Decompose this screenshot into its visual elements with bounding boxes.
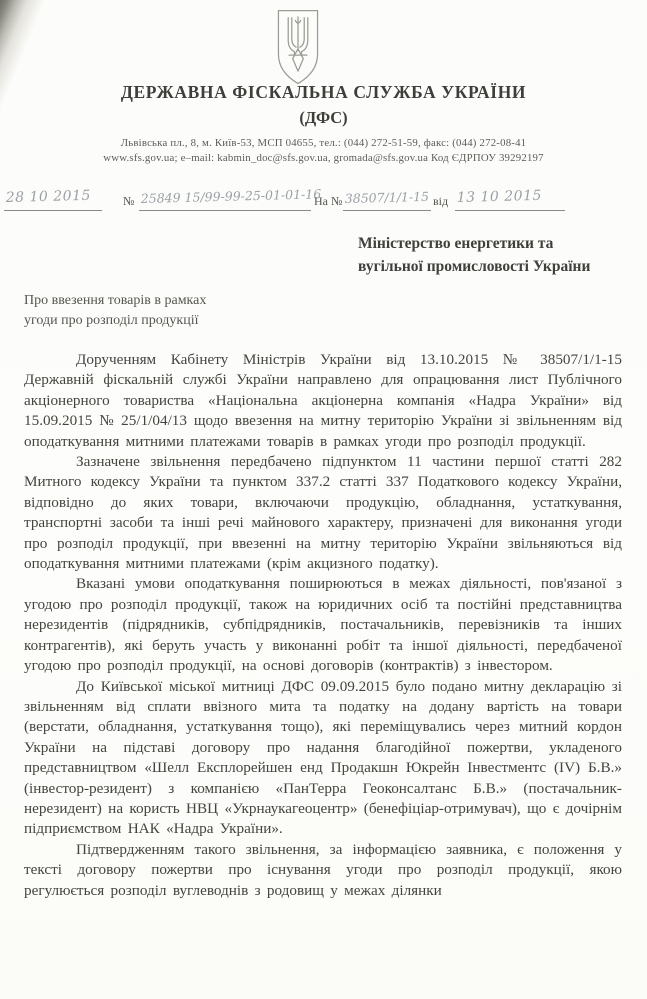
handwritten-outgoing-date: 28 10 2015	[5, 187, 92, 206]
reply-date-blank	[455, 187, 565, 211]
recipient-block	[358, 232, 628, 278]
ukraine-trident-icon	[270, 8, 326, 88]
recipient-line-1: Міністерство енергетики та	[358, 235, 554, 252]
reply-date-label: від	[433, 194, 449, 208]
handwritten-reply-number: 38507/1/1-15	[344, 188, 430, 206]
organization-abbreviation: (ДФС)	[299, 108, 348, 127]
reply-number-label: На №	[314, 194, 343, 208]
handwritten-outgoing-number: 25849 15/99-99-25-01-01-16	[140, 186, 322, 206]
address-line-2: www.sfs.gov.ua; e–mail: kabmin_doc@sfs.gov.ua, gromada@sfs.gov.ua Код ЄДРПОУ 39292197	[103, 152, 544, 164]
subject-line-1: Про ввезення товарів в рамках	[24, 293, 207, 308]
address-line-1: Львівська пл., 8, м. Київ-53, МСП 04655, тел.: (044) 272-51-59, факс: (044) 272-08-41	[120, 137, 527, 149]
outgoing-date-blank	[4, 187, 102, 211]
organization-name: ДЕРЖАВНА ФІСКАЛЬНА СЛУЖБА УКРАЇНИ	[120, 82, 527, 102]
reference-line	[0, 188, 647, 214]
body-paragraph: Підтвердженням такого звільнення, за інформацією заявника, є положення у тексті договору пожертви про існування угоди про розподіл продукції, якою регулюється розподіл вуглеводнів з родовищ у межах ділянки	[24, 840, 622, 899]
outgoing-number-blank	[139, 186, 322, 211]
reply-number-blank	[343, 190, 431, 211]
body-paragraph: До Київської міської митниці ДФС 09.09.2015 було подано митну декларацію зі звільненням від сплати ввізного мита та податку на додану вартість на товари (верстати, обладнання, устаткування тощо), які переміщувались через митний кордон України на підставі договору про надання благодійної пожертви, укладеного представництвом «Шелл Експлорейшен енд Продакшн Юкрейн Інвестментс (IV) Б.В.» (інвестор-резидент) з компанією «ПанТерра Геоконсалтанс Б.В.» (постачальник-нерезидент) на користь НВЦ «Укрнаукагеоцентр» (бенефіціар-отримувач), що є дочірнім підприємством НАК «Надра України».	[24, 677, 622, 838]
body-paragraph: Зазначене звільнення передбачено підпунктом 11 частини першої статті 282 Митного кодексу України та пунктом 337.2 статті 337 Податкового кодексу України, відповідно до яких товари, включаючи продукцію, обладнання, устаткування, транспортні засоби та інші речі майнового характеру, призначені для виконання угоди про розподіл продукції, при ввезенні на митну територію України звільняються від оподаткування митними платежами (крім акцизного податку).	[24, 453, 622, 573]
body-paragraph: Дорученням Кабінету Міністрів України від 13.10.2015 № 38507/1/1-15 Державній фіскальній службі України направлено для опрацювання лист Публічного акціонерного товариства «Національна акціонерна компанія «Надра України» від 15.09.2015 № 25/1/04/13 щодо ввезення на митну територію України зі звільненням від оподаткування митними платежами товарів в рамках угоди про розподіл продукції.	[24, 351, 622, 450]
handwritten-reply-date: 13 10 2015	[456, 187, 543, 206]
subject-block	[24, 291, 284, 330]
number-label: №	[123, 194, 135, 208]
body-paragraph: Вказані умови оподаткування поширюються в межах діяльності, пов'язаної з угодою про розподіл продукції, також на юридичних осіб та постійні представництва нерезидентів (підрядників, субпідрядників, постачальників, перевізників та інших контрагентів), які беруть участь у виконанні робіт та іншої діяльності, передбаченої угодою про розподіл продукції, на основі договорів (контрактів) з інвестором.	[24, 575, 622, 675]
letter-body	[24, 350, 622, 901]
recipient-line-2: вугільної промисловості України	[358, 258, 591, 275]
subject-line-2: угоди про розподіл продукції	[24, 312, 199, 328]
